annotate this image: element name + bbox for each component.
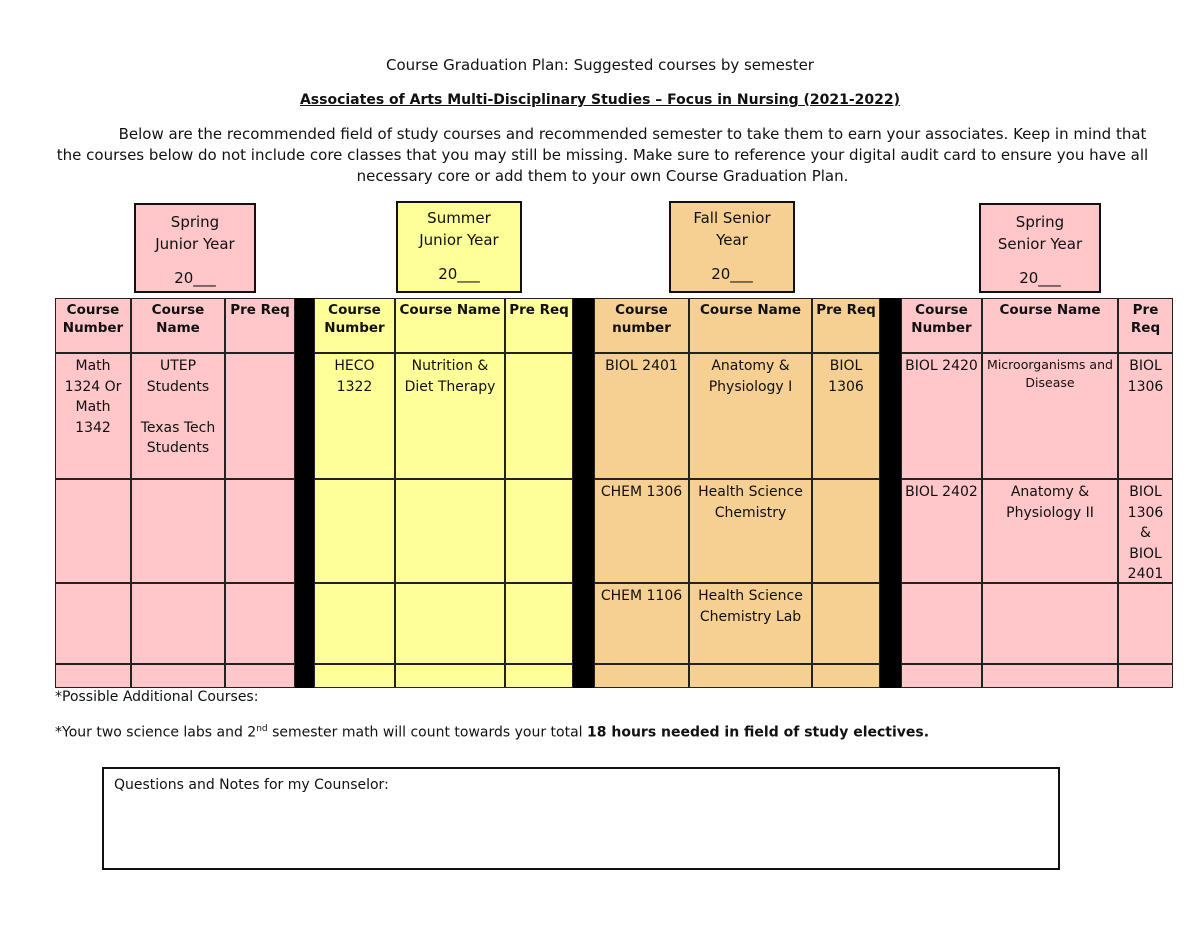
table-cell bbox=[395, 583, 505, 664]
counselor-notes-box[interactable] bbox=[102, 767, 1060, 870]
table-cell-blank bbox=[689, 664, 812, 688]
column-header: Course number bbox=[594, 298, 689, 353]
additional-courses-note: *Possible Additional Courses: bbox=[55, 689, 259, 705]
table-cell: Math 1324 Or Math 1342 bbox=[55, 353, 131, 479]
table-cell bbox=[982, 583, 1118, 664]
semester-year: 20___ bbox=[1019, 269, 1061, 287]
column-header: Pre Req bbox=[225, 298, 295, 353]
electives-note-prefix: *Your two science labs and 2 bbox=[55, 724, 257, 741]
table-cell: Anatomy & Physiology II bbox=[982, 479, 1118, 583]
table-cell-blank bbox=[225, 664, 295, 688]
counselor-notes-label: Questions and Notes for my Counselor: bbox=[114, 777, 389, 793]
table-cell: UTEP Students Texas Tech Students bbox=[131, 353, 225, 479]
column-header: Course Number bbox=[314, 298, 395, 353]
table-cell-blank bbox=[505, 664, 573, 688]
table-cell bbox=[131, 479, 225, 583]
semester-box-spring-senior bbox=[979, 203, 1101, 293]
semester-label-line2: Year bbox=[716, 231, 748, 249]
table-cell: Nutrition & Diet Therapy bbox=[395, 353, 505, 479]
program-subtitle: Associates of Arts Multi-Disciplinary Studies – Focus in Nursing (2021-2022) bbox=[299, 92, 901, 108]
table-cell-blank bbox=[594, 664, 689, 688]
table-cell: BIOL 2420 bbox=[901, 353, 982, 479]
table-cell: BIOL 1306 bbox=[812, 353, 880, 479]
column-separator bbox=[880, 298, 901, 688]
table-cell: Health Science Chemistry bbox=[689, 479, 812, 583]
column-header: Course Name bbox=[689, 298, 812, 353]
column-header: Course Name bbox=[982, 298, 1118, 353]
table-cell bbox=[505, 479, 573, 583]
table-cell: Anatomy & Physiology I bbox=[689, 353, 812, 479]
table-cell: BIOL 2402 bbox=[901, 479, 982, 583]
column-separator bbox=[295, 298, 314, 688]
semester-box-summer-junior bbox=[396, 201, 522, 293]
semester-year: 20___ bbox=[711, 265, 753, 283]
table-cell-blank bbox=[131, 664, 225, 688]
table-cell bbox=[225, 479, 295, 583]
column-header: Course Number bbox=[55, 298, 131, 353]
semester-label-line1: Spring bbox=[170, 213, 220, 231]
electives-note-sup: nd bbox=[256, 724, 268, 734]
column-separator bbox=[573, 298, 594, 688]
table-cell: CHEM 1306 bbox=[594, 479, 689, 583]
table-cell-blank bbox=[314, 664, 395, 688]
table-cell bbox=[505, 583, 573, 664]
electives-note-middle: semester math will count towards your total bbox=[267, 724, 588, 741]
table-cell bbox=[812, 479, 880, 583]
semester-year: 20___ bbox=[174, 269, 216, 287]
table-cell: HECO 1322 bbox=[314, 353, 395, 479]
semester-label-line2: Junior Year bbox=[419, 231, 499, 249]
column-header: Course Name bbox=[131, 298, 225, 353]
table-cell bbox=[314, 583, 395, 664]
table-cell-blank bbox=[982, 664, 1118, 688]
semester-label-line1: Summer bbox=[427, 209, 491, 227]
table-cell: CHEM 1106 bbox=[594, 583, 689, 664]
intro-paragraph: Below are the recommended field of study courses and recommended semester to take them to earn your associates. Keep in mind that the courses below do not include core classes that you may still be missing. Make sure to reference your digital audit card to ensure you have all necessary core or add them to your own Course Graduation Plan. bbox=[56, 125, 1149, 185]
table-cell: BIOL 1306 & BIOL 2401 bbox=[1118, 479, 1173, 583]
table-cell: Health Science Chemistry Lab bbox=[689, 583, 812, 664]
column-header: Pre Req bbox=[1118, 298, 1173, 353]
column-header: Course Name bbox=[395, 298, 505, 353]
semester-label-line1: Spring bbox=[1015, 213, 1065, 231]
table-cell bbox=[395, 479, 505, 583]
table-cell: BIOL 2401 bbox=[594, 353, 689, 479]
column-header: Course Number bbox=[901, 298, 982, 353]
table-cell bbox=[314, 479, 395, 583]
table-cell bbox=[225, 353, 295, 479]
table-cell-blank bbox=[901, 664, 982, 688]
course-plan-table bbox=[55, 298, 1173, 688]
semester-box-fall-senior bbox=[669, 201, 795, 293]
table-cell bbox=[1118, 583, 1173, 664]
page-title: Course Graduation Plan: Suggested courses by semester bbox=[386, 56, 814, 74]
table-cell-blank bbox=[812, 664, 880, 688]
electives-note-bold: 18 hours needed in field of study electives. bbox=[587, 724, 930, 741]
semester-label-line2: Junior Year bbox=[155, 235, 235, 253]
table-cell-blank bbox=[395, 664, 505, 688]
table-cell bbox=[55, 583, 131, 664]
semester-label-line2: Senior Year bbox=[997, 235, 1083, 253]
table-cell: BIOL 1306 bbox=[1118, 353, 1173, 479]
column-header: Pre Req bbox=[812, 298, 880, 353]
semester-year: 20___ bbox=[438, 265, 480, 283]
table-cell-blank bbox=[55, 664, 131, 688]
electives-note bbox=[55, 724, 929, 741]
column-header: Pre Req bbox=[505, 298, 573, 353]
table-cell: Microorganisms and Disease bbox=[982, 353, 1118, 479]
table-cell-blank bbox=[1118, 664, 1173, 688]
table-cell bbox=[505, 353, 573, 479]
table-cell bbox=[812, 583, 880, 664]
table-cell bbox=[131, 583, 225, 664]
semester-box-spring-junior bbox=[134, 203, 256, 293]
semester-label-line1: Fall Senior bbox=[693, 209, 771, 227]
table-cell bbox=[55, 479, 131, 583]
table-cell bbox=[225, 583, 295, 664]
table-cell bbox=[901, 583, 982, 664]
